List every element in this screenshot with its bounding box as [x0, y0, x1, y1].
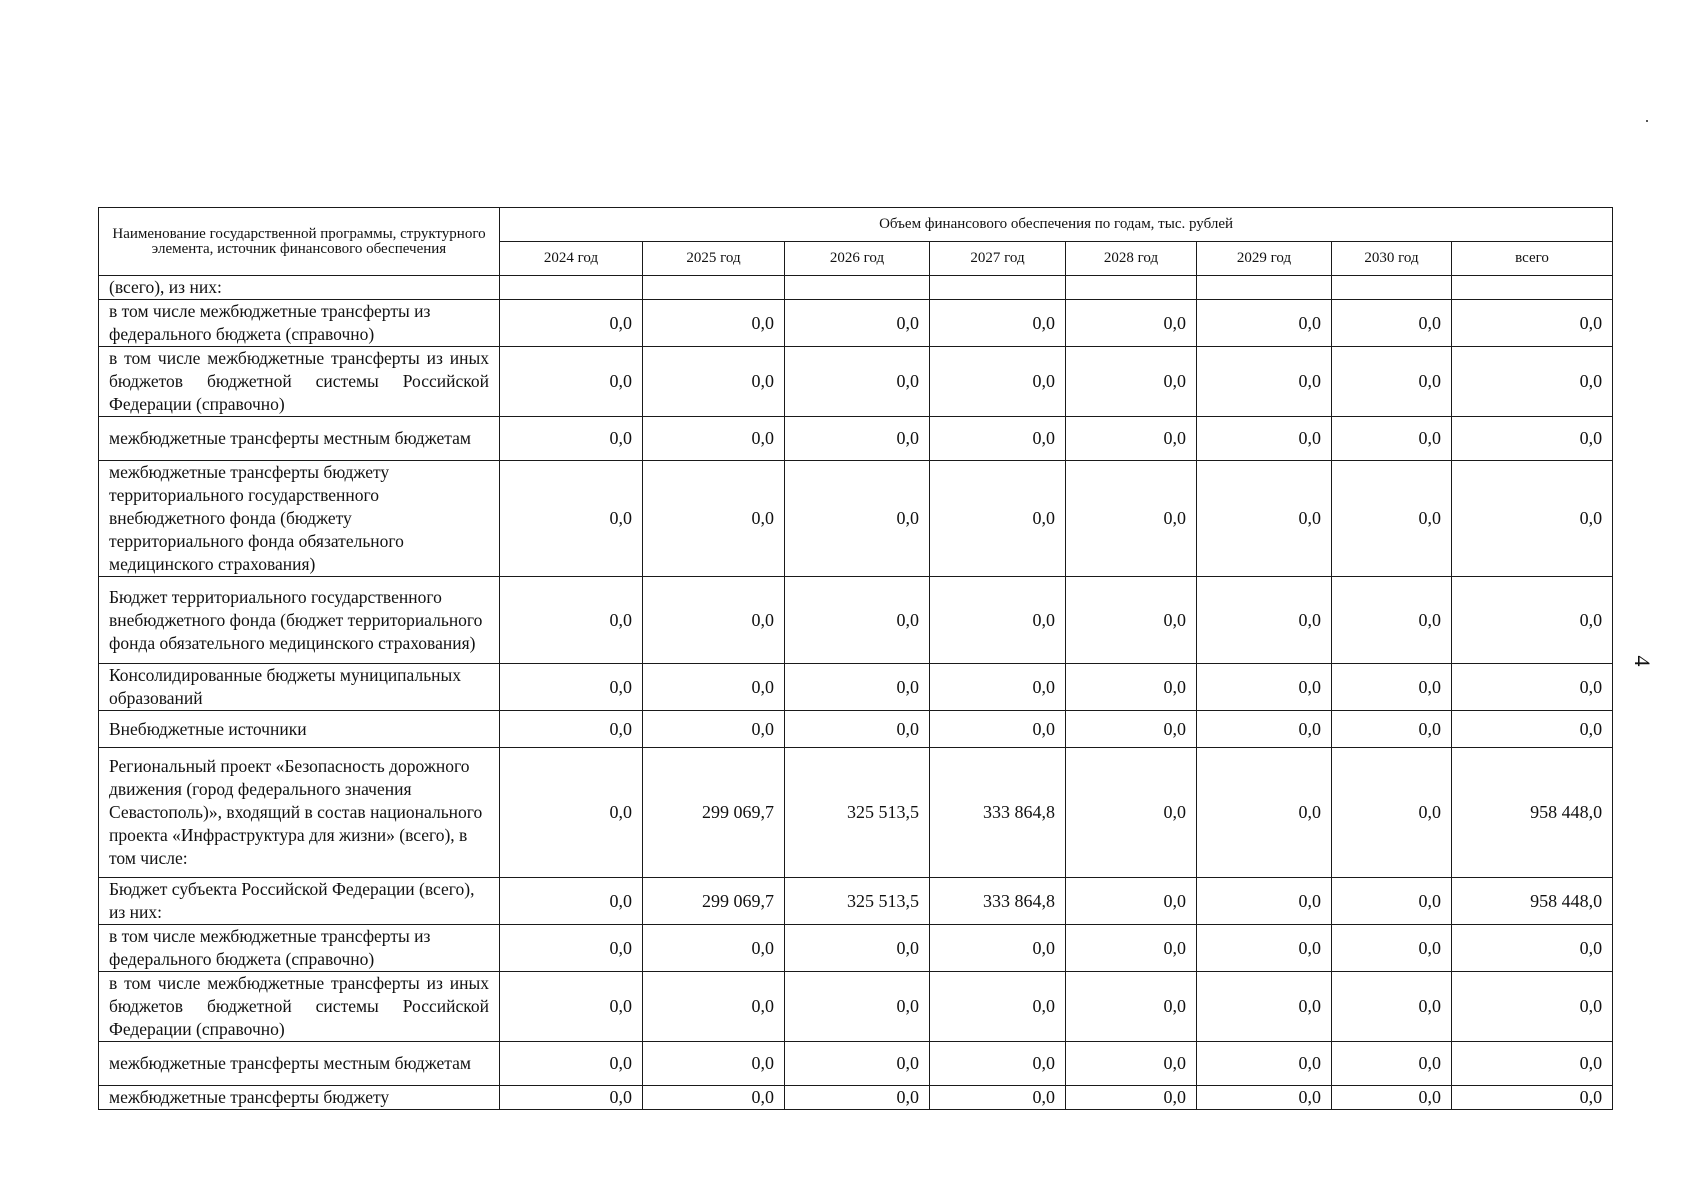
value-cell-total: 0,0 [1452, 1086, 1613, 1110]
table-row [99, 461, 1613, 577]
value-cell-year-2025: 0,0 [643, 1086, 785, 1110]
value-cell-year-2025 [643, 276, 785, 300]
value-cell-year-2030 [1332, 276, 1452, 300]
value-cell-year-2027: 0,0 [930, 972, 1066, 1042]
value-cell-year-2029: 0,0 [1197, 300, 1332, 347]
header-funding-group: Объем финансового обеспечения по годам, тыс. рублей [500, 208, 1613, 242]
header-total: всего [1452, 242, 1613, 276]
value-cell-year-2030: 0,0 [1332, 1042, 1452, 1086]
value-cell-year-2030: 0,0 [1332, 461, 1452, 577]
table-row [99, 347, 1613, 417]
table-row [99, 711, 1613, 748]
row-name-cell: межбюджетные трансферты бюджету [99, 1086, 500, 1110]
value-cell-year-2025: 0,0 [643, 925, 785, 972]
value-cell-year-2028: 0,0 [1066, 925, 1197, 972]
value-cell-year-2027: 0,0 [930, 577, 1066, 664]
value-cell-year-2028: 0,0 [1066, 1086, 1197, 1110]
value-cell-year-2028: 0,0 [1066, 577, 1197, 664]
table-row [99, 878, 1613, 925]
value-cell-year-2027 [930, 276, 1066, 300]
value-cell-year-2029: 0,0 [1197, 711, 1332, 748]
value-cell-total: 0,0 [1452, 347, 1613, 417]
value-cell-year-2030: 0,0 [1332, 1086, 1452, 1110]
value-cell-year-2030: 0,0 [1332, 972, 1452, 1042]
value-cell-year-2027: 0,0 [930, 925, 1066, 972]
value-cell-year-2029: 0,0 [1197, 1042, 1332, 1086]
value-cell-year-2030: 0,0 [1332, 417, 1452, 461]
value-cell-year-2026: 0,0 [785, 417, 930, 461]
table-row [99, 417, 1613, 461]
value-cell-year-2024: 0,0 [500, 925, 643, 972]
row-name-cell: Региональный проект «Безопасность дорожного движения (город федерального значения Севастополь)», входящий в состав национального проекта «Инфраструктура для жизни» (всего), в том числе: [99, 748, 500, 878]
value-cell-year-2028: 0,0 [1066, 972, 1197, 1042]
value-cell-year-2025: 0,0 [643, 347, 785, 417]
value-cell-total: 0,0 [1452, 300, 1613, 347]
row-name-cell: межбюджетные трансферты бюджету территориального государственного внебюджетного фонда (бюджету территориального фонда обязательного медицинского страхования) [99, 461, 500, 577]
header-year-2027: 2027 год [930, 242, 1066, 276]
value-cell-total: 0,0 [1452, 1042, 1613, 1086]
value-cell-year-2026: 0,0 [785, 711, 930, 748]
value-cell-year-2024: 0,0 [500, 300, 643, 347]
table-row [99, 577, 1613, 664]
value-cell-year-2026 [785, 276, 930, 300]
value-cell-year-2028: 0,0 [1066, 461, 1197, 577]
value-cell-year-2026: 0,0 [785, 925, 930, 972]
value-cell-year-2024: 0,0 [500, 748, 643, 878]
row-name-cell: Внебюджетные источники [99, 711, 500, 748]
table-row [99, 925, 1613, 972]
value-cell-year-2028: 0,0 [1066, 748, 1197, 878]
value-cell-year-2029: 0,0 [1197, 461, 1332, 577]
value-cell-year-2028: 0,0 [1066, 300, 1197, 347]
value-cell-year-2026: 0,0 [785, 461, 930, 577]
value-cell-year-2030: 0,0 [1332, 300, 1452, 347]
value-cell-year-2028: 0,0 [1066, 664, 1197, 711]
value-cell-total: 0,0 [1452, 417, 1613, 461]
value-cell-year-2026: 0,0 [785, 577, 930, 664]
table-row [99, 300, 1613, 347]
value-cell-year-2025: 0,0 [643, 300, 785, 347]
row-name-cell: Бюджет территориального государственного внебюджетного фонда (бюджет территориального фонда обязательного медицинского страхования) [99, 577, 500, 664]
table-header [99, 208, 1613, 276]
value-cell-year-2030: 0,0 [1332, 347, 1452, 417]
row-name-cell: межбюджетные трансферты местным бюджетам [99, 417, 500, 461]
value-cell-total: 958 448,0 [1452, 748, 1613, 878]
value-cell-year-2027: 333 864,8 [930, 878, 1066, 925]
value-cell-year-2024: 0,0 [500, 664, 643, 711]
value-cell-year-2028: 0,0 [1066, 711, 1197, 748]
value-cell-year-2029: 0,0 [1197, 577, 1332, 664]
header-name-column: Наименование государственной программы, структурного элемента, источник финансового обеспечения [99, 208, 500, 276]
value-cell-year-2024: 0,0 [500, 1042, 643, 1086]
value-cell-year-2029: 0,0 [1197, 664, 1332, 711]
value-cell-year-2026: 0,0 [785, 1086, 930, 1110]
value-cell-total [1452, 276, 1613, 300]
table-row [99, 748, 1613, 878]
value-cell-year-2025: 0,0 [643, 972, 785, 1042]
table-row [99, 1042, 1613, 1086]
table-row [99, 276, 1613, 300]
value-cell-year-2025: 0,0 [643, 664, 785, 711]
value-cell-year-2024 [500, 276, 643, 300]
value-cell-year-2026: 325 513,5 [785, 878, 930, 925]
value-cell-year-2030: 0,0 [1332, 664, 1452, 711]
value-cell-year-2030: 0,0 [1332, 711, 1452, 748]
value-cell-year-2030: 0,0 [1332, 925, 1452, 972]
value-cell-year-2029: 0,0 [1197, 925, 1332, 972]
row-name-cell: Консолидированные бюджеты муниципальных образований [99, 664, 500, 711]
table-row [99, 972, 1613, 1042]
row-name-cell: межбюджетные трансферты местным бюджетам [99, 1042, 500, 1086]
value-cell-year-2029 [1197, 276, 1332, 300]
value-cell-year-2029: 0,0 [1197, 972, 1332, 1042]
value-cell-year-2026: 0,0 [785, 664, 930, 711]
row-name-cell: (всего), из них: [99, 276, 500, 300]
value-cell-year-2029: 0,0 [1197, 417, 1332, 461]
value-cell-year-2030: 0,0 [1332, 748, 1452, 878]
value-cell-year-2028 [1066, 276, 1197, 300]
value-cell-year-2024: 0,0 [500, 878, 643, 925]
value-cell-year-2026: 325 513,5 [785, 748, 930, 878]
value-cell-year-2027: 0,0 [930, 347, 1066, 417]
budget-table [98, 207, 1613, 1110]
value-cell-year-2025: 299 069,7 [643, 878, 785, 925]
value-cell-year-2027: 0,0 [930, 300, 1066, 347]
value-cell-year-2026: 0,0 [785, 347, 930, 417]
value-cell-year-2027: 0,0 [930, 664, 1066, 711]
value-cell-year-2025: 0,0 [643, 461, 785, 577]
value-cell-year-2027: 0,0 [930, 711, 1066, 748]
value-cell-year-2027: 0,0 [930, 1086, 1066, 1110]
page-number: 4 [1630, 655, 1655, 667]
value-cell-year-2024: 0,0 [500, 972, 643, 1042]
value-cell-year-2024: 0,0 [500, 347, 643, 417]
value-cell-total: 0,0 [1452, 461, 1613, 577]
value-cell-year-2028: 0,0 [1066, 347, 1197, 417]
value-cell-year-2029: 0,0 [1197, 1086, 1332, 1110]
value-cell-year-2025: 0,0 [643, 1042, 785, 1086]
value-cell-total: 0,0 [1452, 577, 1613, 664]
value-cell-year-2027: 333 864,8 [930, 748, 1066, 878]
header-year-2026: 2026 год [785, 242, 930, 276]
value-cell-year-2029: 0,0 [1197, 878, 1332, 925]
value-cell-total: 0,0 [1452, 925, 1613, 972]
value-cell-year-2024: 0,0 [500, 1086, 643, 1110]
value-cell-year-2024: 0,0 [500, 417, 643, 461]
row-name-cell: в том числе межбюджетные трансферты из иных бюджетов бюджетной системы Российской Федерации (справочно) [99, 972, 500, 1042]
table-row [99, 1086, 1613, 1110]
value-cell-year-2024: 0,0 [500, 577, 643, 664]
value-cell-year-2025: 299 069,7 [643, 748, 785, 878]
header-row-top [99, 208, 1613, 242]
value-cell-total: 0,0 [1452, 711, 1613, 748]
header-year-2028: 2028 год [1066, 242, 1197, 276]
value-cell-total: 958 448,0 [1452, 878, 1613, 925]
scan-dot [1646, 120, 1648, 122]
value-cell-year-2027: 0,0 [930, 417, 1066, 461]
value-cell-year-2027: 0,0 [930, 1042, 1066, 1086]
value-cell-year-2026: 0,0 [785, 1042, 930, 1086]
header-year-2030: 2030 год [1332, 242, 1452, 276]
value-cell-year-2030: 0,0 [1332, 577, 1452, 664]
table-body [99, 276, 1613, 1110]
row-name-cell: в том числе межбюджетные трансферты из федерального бюджета (справочно) [99, 300, 500, 347]
header-year-2029: 2029 год [1197, 242, 1332, 276]
value-cell-year-2029: 0,0 [1197, 748, 1332, 878]
value-cell-year-2024: 0,0 [500, 461, 643, 577]
value-cell-year-2027: 0,0 [930, 461, 1066, 577]
value-cell-year-2030: 0,0 [1332, 878, 1452, 925]
header-year-2024: 2024 год [500, 242, 643, 276]
row-name-cell: в том числе межбюджетные трансферты из иных бюджетов бюджетной системы Российской Федерации (справочно) [99, 347, 500, 417]
value-cell-year-2026: 0,0 [785, 300, 930, 347]
value-cell-year-2025: 0,0 [643, 577, 785, 664]
value-cell-year-2024: 0,0 [500, 711, 643, 748]
value-cell-year-2026: 0,0 [785, 972, 930, 1042]
header-year-2025: 2025 год [643, 242, 785, 276]
value-cell-year-2025: 0,0 [643, 711, 785, 748]
value-cell-year-2025: 0,0 [643, 417, 785, 461]
value-cell-total: 0,0 [1452, 664, 1613, 711]
row-name-cell: Бюджет субъекта Российской Федерации (всего), из них: [99, 878, 500, 925]
value-cell-year-2029: 0,0 [1197, 347, 1332, 417]
row-name-cell: в том числе межбюджетные трансферты из федерального бюджета (справочно) [99, 925, 500, 972]
value-cell-total: 0,0 [1452, 972, 1613, 1042]
value-cell-year-2028: 0,0 [1066, 417, 1197, 461]
table-row [99, 664, 1613, 711]
value-cell-year-2028: 0,0 [1066, 1042, 1197, 1086]
value-cell-year-2028: 0,0 [1066, 878, 1197, 925]
